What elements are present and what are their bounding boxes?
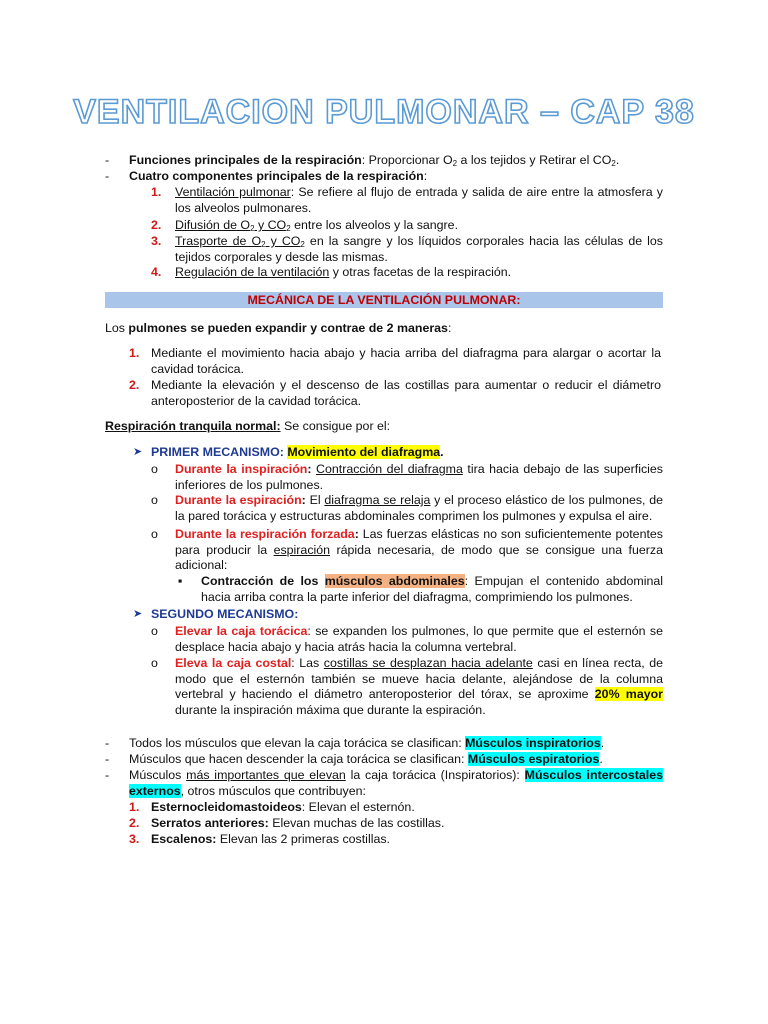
first-item-1-text: tira hacia debajo de las superficies inferiores de los pulmones. (175, 462, 663, 492)
second-item-1 (175, 624, 663, 655)
muscle-number-1: 1. (129, 800, 140, 814)
dash-bullet: - (105, 153, 110, 167)
subscript: 2 (300, 240, 305, 249)
muscles-2-highlight: Músculos espiratorios (467, 752, 600, 766)
dash-bullet: - (105, 736, 110, 750)
first-item-1-red: Durante la inspiración (175, 462, 308, 476)
second-item-1-red: Elevar la caja torácica (175, 624, 308, 638)
components-colon: : (423, 169, 428, 183)
lungs-item-2: Mediante la elevación y el descenso de las costillas para aumentar o reducir el diámetro anteroposterior de la cavidad torácica. (151, 378, 661, 408)
intro-line-2 (129, 169, 427, 185)
muscles-3-highlight: Músculos intercostales externos (129, 768, 664, 798)
intro-line-1 (129, 153, 619, 169)
muscles-line-1 (129, 736, 604, 752)
muscle-item-2 (151, 816, 444, 832)
component-4-text: y otras facetas de la respiración. (329, 265, 512, 279)
muscles-3-term: más importantes que elevan (186, 768, 346, 782)
component-2-text: entre los alveolos y la sangre. (290, 218, 459, 232)
muscle-2-bold: Serratos anteriores: (151, 816, 269, 830)
subscript: 2 (452, 159, 458, 168)
component-1-term: Ventilación pulmonar (175, 185, 291, 199)
first-item-2-pre: El (305, 493, 325, 507)
quiet-breathing (105, 419, 390, 435)
functions-text-pre: : Proporcionar O (361, 153, 453, 167)
components-label: Cuatro componentes principales de la respiración (129, 169, 424, 183)
second-mechanism: SEGUNDO MECANISMO: (151, 607, 299, 621)
functions-label: Funciones principales de la respiración (129, 153, 362, 167)
arrow-icon: ➤ (133, 446, 143, 458)
component-number-2: 2. (151, 218, 162, 232)
component-3-text: en la sangre y los líquidos corporales hacia las células de los tejidos corporales y desde las mismas. (175, 234, 663, 264)
muscle-3-text: Elevan las 2 primeras costillas. (216, 832, 390, 846)
lungs-pre: Los (105, 321, 129, 335)
section-header: MECÁNICA DE LA VENTILACIÓN PULMONAR: (105, 292, 663, 308)
first-item-2-text: y el proceso elástico de los pulmones, de la pared torácica y estructuras abdominales comprimen los pulmones y expulsa el aire. (175, 493, 664, 523)
muscles-line-3 (129, 768, 663, 799)
muscle-item-3 (151, 832, 390, 848)
component-number-3: 3. (151, 234, 162, 248)
first-item-3-red: Durante la respiración forzada (175, 527, 355, 541)
first-item-3-colon: : (354, 527, 359, 541)
component-2 (175, 218, 663, 234)
muscles-3-mid: la caja torácica (Inspiratorios): (345, 768, 525, 782)
muscles-1-text: Todos los músculos que elevan la caja torácica se clasifican: (129, 736, 466, 750)
muscles-3-end: , otros músculos que contribuyen: (180, 783, 366, 798)
first-highlight: Movimiento del diafragma (287, 445, 441, 459)
second-item-2-red: Eleva la caja costal (175, 656, 292, 670)
subscript: 2 (261, 240, 266, 249)
first-item-1 (175, 462, 663, 493)
muscle-2-text: Elevan muchas de las costillas. (268, 816, 445, 830)
first-label: PRIMER MECANISMO: (151, 445, 288, 459)
circle-bullet: o (151, 624, 158, 638)
lungs-number-1: 1. (129, 346, 140, 360)
first-item-1-term: Contracción del diafragma (316, 462, 463, 476)
lungs-item-1: Mediante el movimiento hacia abajo y hacia arriba del diafragma para alargar o acortar la cavidad torácica. (151, 346, 661, 376)
circle-bullet: o (151, 527, 158, 541)
muscle-number-2: 2. (129, 816, 140, 830)
first-item-3-text: rápida necesaria, de modo que se consigue una fuerza adicional: (175, 542, 663, 573)
first-item-3-term: espiración (273, 542, 331, 557)
muscles-2-text: Músculos que hacen descender la caja torácica se clasifican: (129, 752, 468, 766)
quiet-text: Se consigue por el: (280, 419, 391, 433)
lungs-paragraph (105, 321, 451, 337)
component-4 (175, 265, 663, 281)
muscles-2-end: . (599, 752, 603, 766)
component-3-term-b: y CO (265, 234, 301, 248)
second-item-2-term: costillas se desplazan hacia adelante (323, 656, 533, 670)
component-3 (175, 234, 663, 265)
functions-text-end: . (615, 153, 620, 167)
second-item-2-text: casi en línea recta, de modo que el esternón también se mueve hacia delante, alejándose de la columna vertebral y haciendo el diámetro anteroposterior del tórax, se aproxime (175, 656, 663, 702)
circle-bullet: o (151, 656, 158, 670)
page-title: VENTILACION PULMONAR – CAP 38 (73, 93, 695, 131)
second-item-2-highlight: 20% mayor (594, 687, 664, 702)
circle-bullet: o (151, 462, 158, 476)
first-item-2-term: diafragma se relaja (324, 493, 431, 507)
first-item-3 (175, 527, 663, 574)
muscle-number-3: 3. (129, 832, 140, 846)
second-item-2-pre: : Las (291, 656, 324, 670)
first-item-3-pre: Las fuerzas elásticas no son suficientemente potentes para producir la (175, 527, 663, 557)
component-number-1: 1. (151, 185, 162, 199)
component-2-term-a: Difusión de O (175, 218, 251, 232)
muscle-item-1 (151, 800, 415, 816)
dash-bullet: - (105, 768, 110, 782)
subscript: 2 (286, 224, 291, 233)
lungs-bold: pulmones se pueden expandir y contrae de 2 maneras (128, 321, 448, 335)
first-item-2 (175, 493, 663, 524)
first-item-2-colon: : (301, 493, 306, 507)
dash-bullet: - (105, 752, 110, 766)
component-1 (175, 185, 663, 216)
arrow-icon: ➤ (133, 608, 143, 620)
circle-bullet: o (151, 493, 158, 507)
second-item-2-end: durante la inspiración máxima que durante la espiración. (175, 702, 486, 717)
muscles-3-pre: Músculos (129, 768, 187, 782)
dash-bullet: - (105, 169, 110, 183)
intro-bullet-1 (105, 153, 109, 169)
component-3-term (175, 234, 305, 248)
first-end: . (440, 445, 444, 459)
second-item-1-text: : se expanden los pulmones, lo que permite que el esternón se desplace hacia abajo y hacia atrás hacia la columna vertebral. (175, 624, 663, 654)
sub-item-highlight: músculos abdominales (324, 574, 465, 588)
lungs-number-2: 2. (129, 378, 140, 392)
square-bullet: ▪ (178, 574, 183, 588)
component-1-text: : Se refiere al flujo de entrada y salida de aire entre la atmosfera y los alveolos pulmonares. (175, 185, 664, 215)
muscle-3-bold: Escalenos: (151, 832, 217, 846)
subscript: 2 (611, 159, 616, 168)
lungs-post: : (447, 321, 452, 335)
subscript: 2 (250, 224, 255, 233)
component-2-term (175, 218, 291, 232)
functions-text-mid: a los tejidos y Retirar el CO (457, 153, 612, 167)
muscles-line-2 (129, 752, 603, 768)
muscle-1-text: : Elevan el esternón. (301, 800, 415, 814)
second-item-2 (175, 656, 663, 718)
muscles-1-end: . (600, 736, 605, 750)
intro-bullet-2 (105, 169, 109, 185)
component-3-term-a: Trasporte de O (175, 234, 262, 248)
sub-item-bold: Contracción de los (201, 574, 325, 588)
component-2-term-b: y CO (254, 218, 287, 232)
first-item-2-red: Durante la espiración (175, 493, 302, 507)
quiet-label: Respiración tranquila normal: (105, 419, 281, 433)
muscle-1-bold: Esternocleidomastoideos (151, 800, 302, 814)
sub-item-text: : Empujan el contenido abdominal hacia arriba contra la parte inferior del diafragma, comprimiendo los pulmones. (201, 574, 663, 604)
first-mechanism (151, 445, 444, 461)
first-item-1-colon: : (307, 462, 312, 476)
component-number-4: 4. (151, 265, 162, 279)
first-sub-item (201, 574, 663, 605)
muscles-1-highlight: Músculos inspiratorios (465, 736, 601, 750)
component-4-term: Regulación de la ventilación (175, 265, 330, 279)
